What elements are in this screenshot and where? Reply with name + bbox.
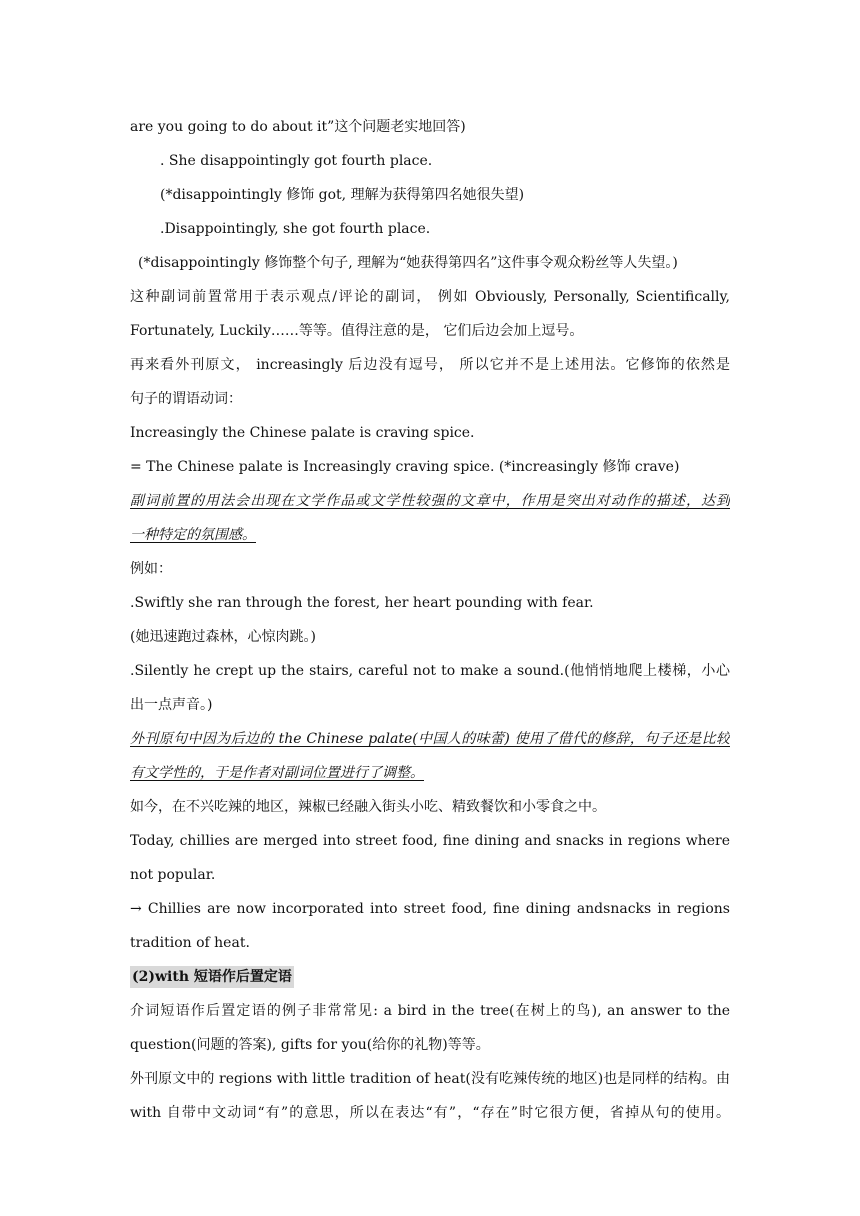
- text-line: 介词短语作后置定语的例子非常常见: a bird in the tree(在树上的鸟), an answer to the: [130, 1003, 730, 1019]
- text-line: question(问题的答案), gifts for you(给你的礼物)等等。: [130, 1037, 490, 1053]
- example-sentence: .Disappointingly, she got fourth place.: [160, 221, 431, 237]
- example-note: (*disappointingly 修饰 got, 理解为获得第四名她很失望): [160, 187, 525, 203]
- text-line: 这种副词前置常用于表示观点/评论的副词， 例如 Obviously, Personally, Scientifically,: [130, 289, 730, 305]
- text-line: 再来看外刊原文， increasingly 后边没有逗号， 所以它并不是上述用法。它修饰的依然是: [130, 357, 730, 373]
- section-heading: (2)with 短语作后置定语: [130, 966, 294, 988]
- text-line: tradition of heat.: [130, 935, 250, 951]
- text-line: Fortunately, Luckily……等等。值得注意的是， 它们后边会加上逗号。: [130, 323, 584, 339]
- text-line: not popular.: [130, 867, 216, 883]
- example-note: 出一点声音。): [130, 697, 213, 713]
- text-line: 例如：: [130, 561, 172, 577]
- example-sentence: = The Chinese palate is Increasingly craving spice. (*increasingly 修饰 crave): [130, 459, 680, 475]
- example-note: (她迅速跑过森林，心惊肉跳。): [130, 629, 316, 645]
- example-sentence: . She disappointingly got fourth place.: [160, 153, 433, 169]
- text-line: 句子的谓语动词：: [130, 391, 242, 407]
- example-sentence: Increasingly the Chinese palate is craving spice.: [130, 425, 475, 441]
- example-sentence: .Swiftly she ran through the forest, her heart pounding with fear.: [130, 595, 594, 611]
- example-note: (*disappointingly 修饰整个句子, 理解为“她获得第四名”这件事令观众粉丝等人失望。): [138, 255, 678, 271]
- emphasis-line: 外刊原句中因为后边的 the Chinese palate(中国人的味蕾) 使用了借代的修辞，句子还是比较: [130, 731, 730, 747]
- emphasis-line: 一种特定的氛围感。: [130, 527, 256, 543]
- emphasis-line: 副词前置的用法会出现在文学作品或文学性较强的文章中，作用是突出对动作的描述，达到: [130, 493, 730, 509]
- example-sentence: .Silently he crept up the stairs, careful not to make a sound.(他悄悄地爬上楼梯，小心: [130, 663, 730, 679]
- text-line: with 自带中文动词“有”的意思，所以在表达“有”，“存在”时它很方便，省掉从句的使用。: [130, 1105, 730, 1121]
- text-line: are you going to do about it”这个问题老实地回答): [130, 119, 466, 135]
- text-line: Today, chillies are merged into street food, fine dining and snacks in regions where: [130, 833, 730, 849]
- text-line: 外刊原文中的 regions with little tradition of heat(没有吃辣传统的地区)也是同样的结构。由: [130, 1071, 730, 1087]
- emphasis-line: 有文学性的，于是作者对副词位置进行了调整。: [130, 765, 424, 781]
- text-line: → Chillies are now incorporated into street food, fine dining andsnacks in regions: [130, 901, 730, 917]
- text-line: 如今，在不兴吃辣的地区，辣椒已经融入街头小吃、精致餐饮和小零食之中。: [130, 799, 606, 815]
- document-page: [130, 110, 730, 1130]
